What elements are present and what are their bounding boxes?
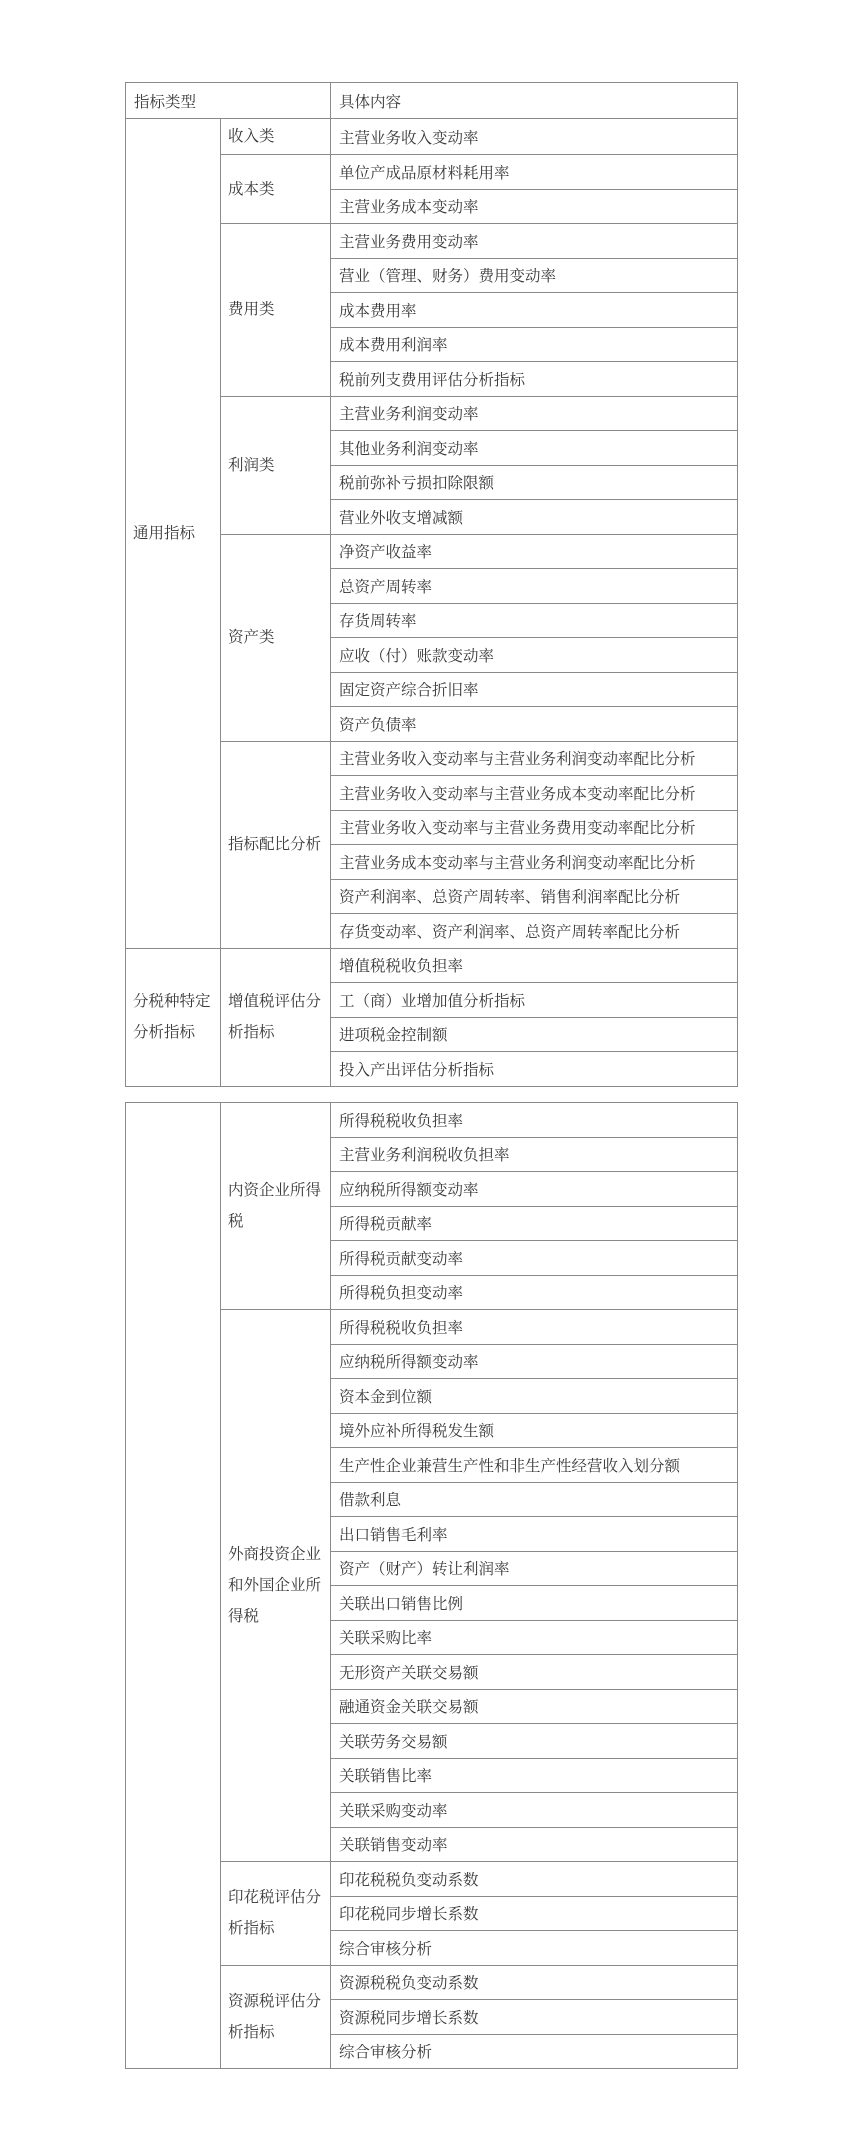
indicator-cell: 资产（财产）转让利润率 [331,1551,738,1586]
subgroup-cell-stamp-tax-assessment: 印花税评估分析指标 [221,1862,331,1966]
subgroup-cell-domestic-enterprise-income-tax: 内资企业所得税 [221,1103,331,1310]
indicator-cell: 主营业务收入变动率 [331,119,738,155]
indicator-cell: 税前列支费用评估分析指标 [331,362,738,397]
indicator-type-table-continued [125,1102,738,2069]
indicator-cell: 应纳税所得额变动率 [331,1344,738,1379]
indicator-cell: 总资产周转率 [331,569,738,604]
indicator-cell: 营业（管理、财务）费用变动率 [331,258,738,293]
subgroup-cell-cost-class: 成本类 [221,155,331,224]
group-cell-general-indicators: 通用指标 [126,119,221,949]
indicator-cell: 所得税贡献变动率 [331,1241,738,1276]
subgroup-cell-profit-class: 利润类 [221,396,331,534]
indicator-cell: 生产性企业兼营生产性和非生产性经营收入划分额 [331,1448,738,1483]
indicator-cell: 工（商）业增加值分析指标 [331,983,738,1018]
indicator-cell: 关联销售变动率 [331,1827,738,1862]
indicator-cell: 主营业务利润变动率 [331,396,738,431]
indicator-cell: 净资产收益率 [331,534,738,569]
subgroup-cell-asset-class: 资产类 [221,534,331,741]
subgroup-cell-vat-assessment: 增值税评估分析指标 [221,948,331,1086]
indicator-cell: 主营业务成本变动率与主营业务利润变动率配比分析 [331,845,738,880]
subgroup-cell-ratio-analysis: 指标配比分析 [221,741,331,948]
indicator-cell: 主营业务费用变动率 [331,224,738,259]
indicator-cell: 主营业务收入变动率与主营业务利润变动率配比分析 [331,741,738,776]
indicator-cell: 境外应补所得税发生额 [331,1413,738,1448]
indicator-cell: 投入产出评估分析指标 [331,1052,738,1087]
group-cell-tax-specific-indicators-continued [126,1103,221,2069]
indicator-cell: 主营业务收入变动率与主营业务成本变动率配比分析 [331,776,738,811]
indicator-cell: 关联劳务交易额 [331,1724,738,1759]
table-row [126,1103,738,1138]
subgroup-cell-resource-tax-assessment: 资源税评估分析指标 [221,1965,331,2069]
indicator-cell: 固定资产综合折旧率 [331,672,738,707]
indicator-cell: 单位产成品原材料耗用率 [331,155,738,190]
indicator-cell: 无形资产关联交易额 [331,1655,738,1690]
indicator-cell: 资产负债率 [331,707,738,742]
indicator-cell: 资本金到位额 [331,1379,738,1414]
indicator-cell: 所得税税收负担率 [331,1310,738,1345]
indicator-cell: 所得税贡献率 [331,1206,738,1241]
indicator-cell: 资源税税负变动系数 [331,1965,738,2000]
subgroup-cell-expense-class: 费用类 [221,224,331,397]
indicator-cell: 进项税金控制额 [331,1017,738,1052]
indicator-cell: 其他业务利润变动率 [331,431,738,466]
table-header-row [126,83,738,119]
indicator-cell: 存货周转率 [331,603,738,638]
indicator-cell: 综合审核分析 [331,1931,738,1966]
indicator-cell: 资产利润率、总资产周转率、销售利润率配比分析 [331,879,738,914]
indicator-cell: 资源税同步增长系数 [331,2000,738,2035]
header-cell-indicator-type: 指标类型 [126,83,331,119]
indicator-cell: 关联采购比率 [331,1620,738,1655]
indicator-cell: 税前弥补亏损扣除限额 [331,465,738,500]
indicator-cell: 存货变动率、资产利润率、总资产周转率配比分析 [331,914,738,949]
indicator-cell: 出口销售毛利率 [331,1517,738,1552]
indicator-cell: 应收（付）账款变动率 [331,638,738,673]
indicator-cell: 所得税负担变动率 [331,1275,738,1310]
indicator-type-table [125,82,738,1087]
indicator-cell: 增值税税收负担率 [331,948,738,983]
indicator-cell: 借款利息 [331,1482,738,1517]
indicator-cell: 关联销售比率 [331,1758,738,1793]
table-row [126,119,738,155]
indicator-cell: 营业外收支增减额 [331,500,738,535]
indicator-cell: 综合审核分析 [331,2034,738,2069]
group-cell-tax-specific-indicators: 分税种特定分析指标 [126,948,221,1086]
indicator-cell: 主营业务成本变动率 [331,189,738,224]
header-cell-content: 具体内容 [331,83,738,119]
indicator-cell: 应纳税所得额变动率 [331,1172,738,1207]
indicator-cell: 关联采购变动率 [331,1793,738,1828]
indicator-cell: 所得税税收负担率 [331,1103,738,1138]
indicator-cell: 主营业务收入变动率与主营业务费用变动率配比分析 [331,810,738,845]
subgroup-cell-foreign-enterprise-income-tax: 外商投资企业和外国企业所得税 [221,1310,331,1862]
indicator-cell: 成本费用率 [331,293,738,328]
indicator-cell: 成本费用利润率 [331,327,738,362]
indicator-cell: 主营业务利润税收负担率 [331,1137,738,1172]
table-row [126,948,738,983]
indicator-cell: 关联出口销售比例 [331,1586,738,1621]
indicator-cell: 印花税税负变动系数 [331,1862,738,1897]
indicator-cell: 融通资金关联交易额 [331,1689,738,1724]
subgroup-cell-income-class: 收入类 [221,119,331,155]
indicator-cell: 印花税同步增长系数 [331,1896,738,1931]
